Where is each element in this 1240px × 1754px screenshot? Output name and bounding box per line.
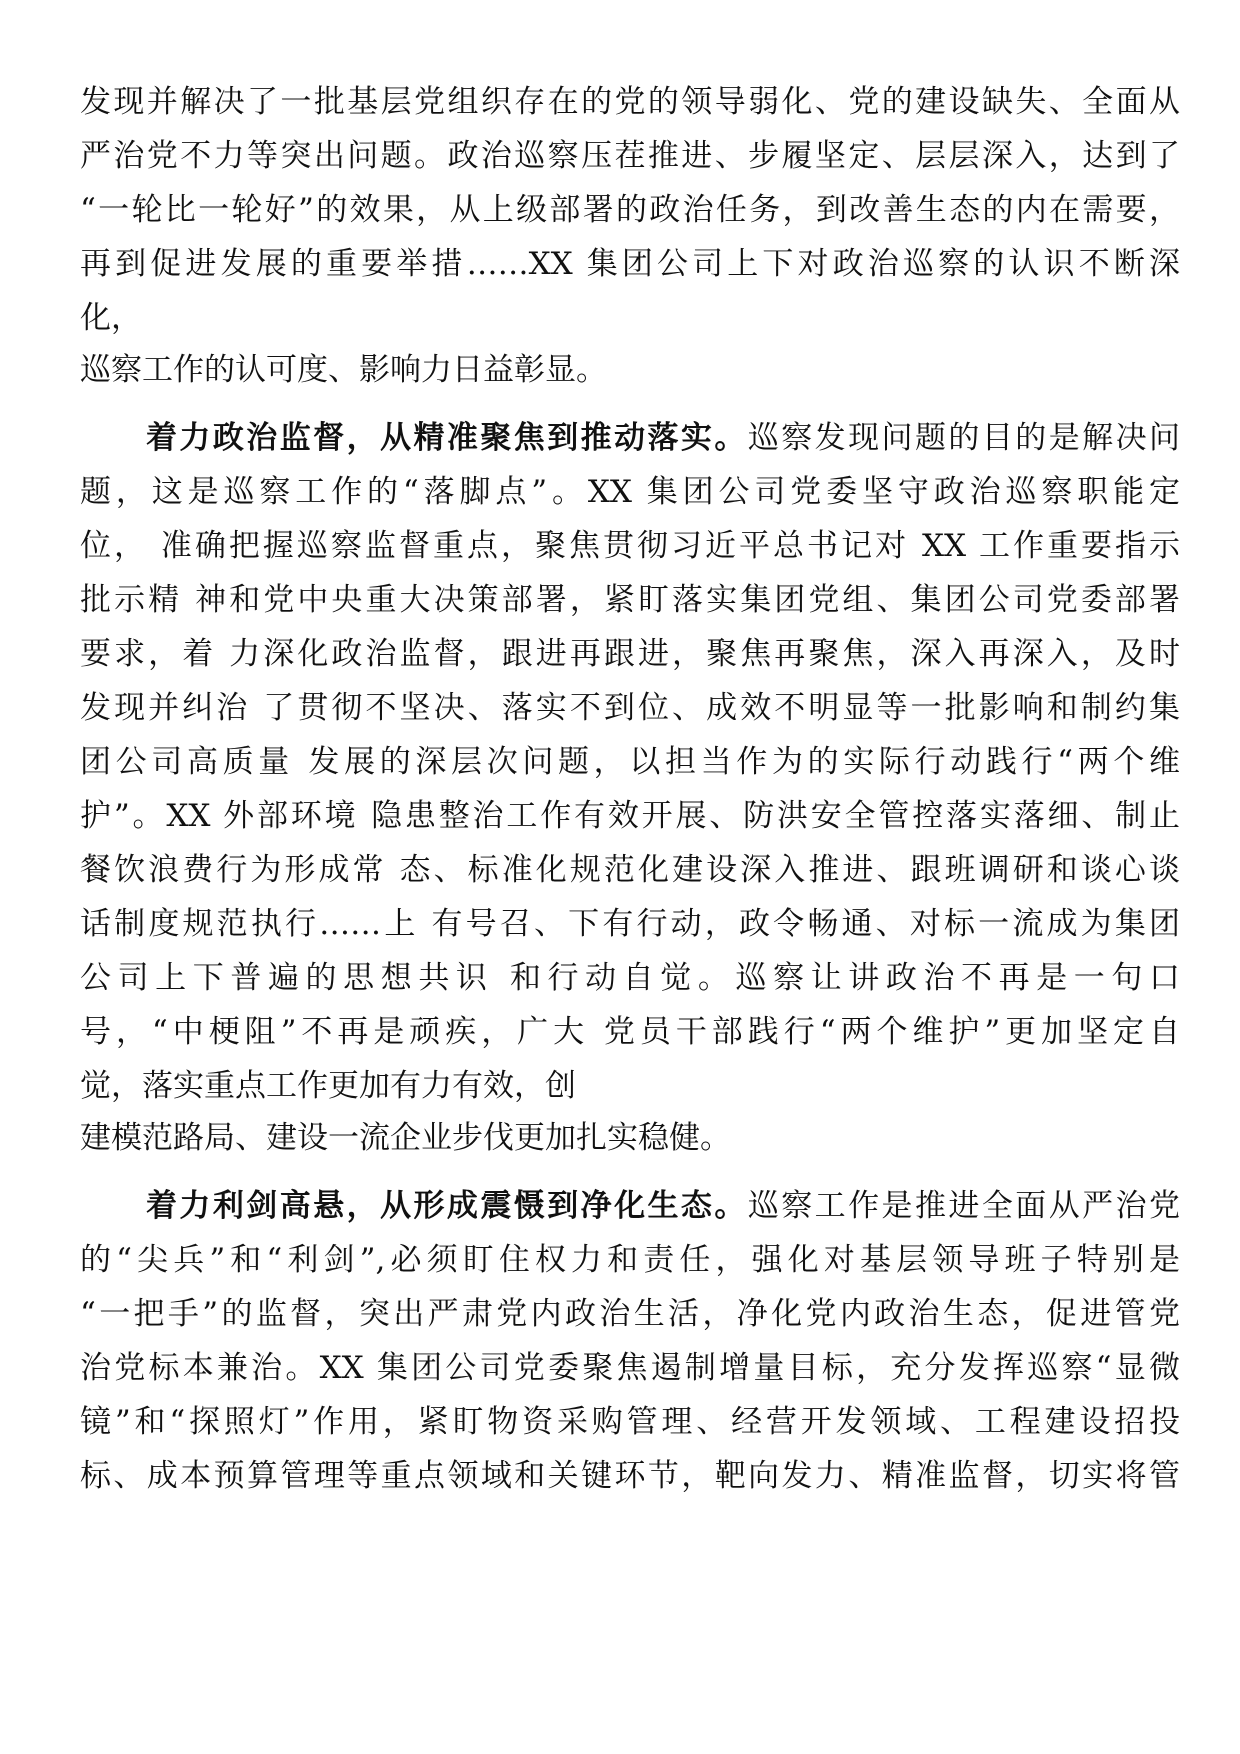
paragraph-2-line-2: 题，这是巡察工作的“落脚点”。XX 集团公司党委坚守政治巡察职能定: [80, 474, 1180, 510]
paragraph-2-line-8: 护”。XX 外部环境 隐患整治工作有效开展、防洪安全管控落实落细、制止: [80, 798, 1180, 834]
paragraph-2-line-3: 位， 准确把握巡察监督重点，聚焦贯彻习近平总书记对 XX 工作重要指示: [80, 528, 1180, 564]
paragraph-1-line-2: 严治党不力等突出问题。政治巡察压茬推进、步履坚定、层层深入，达到了: [80, 138, 1180, 174]
paragraph-3-line-4: 治党标本兼治。XX 集团公司党委聚焦遏制增量目标，充分发挥巡察“显微: [80, 1350, 1180, 1386]
paragraph-1-line-1: 发现并解决了一批基层党组织存在的党的领导弱化、党的建设缺失、全面从: [80, 84, 1180, 120]
paragraph-3-line-2: 的“尖兵”和“利剑”,必须盯住权力和责任，强化对基层领导班子特别是: [80, 1242, 1180, 1278]
paragraph-2-line-1-text: 巡察发现问题的目的是解决问: [747, 420, 1181, 456]
paragraph-2-line-12: 号，“中梗阻”不再是顽疾，广大 党员干部践行“两个维护”更加坚定自: [80, 1014, 1180, 1050]
paragraph-2-line-1: [146, 418, 1180, 458]
paragraph-2-line-7: 团公司高质量 发展的深层次问题，以担当作为的实际行动践行“两个维: [80, 744, 1180, 780]
paragraph-3-line-5: 镜”和“探照灯”作用，紧盯物资采购管理、经营开发领域、工程建设招投: [80, 1404, 1180, 1440]
paragraph-2-line-13: 觉，落实重点工作更加有力有效，创: [80, 1068, 576, 1104]
paragraph-3-line-1-text: 巡察工作是推进全面从严治党: [747, 1188, 1181, 1224]
paragraph-3-line-3: “一把手”的监督，突出严肃党内政治生活，净化党内政治生态，促进管党: [80, 1296, 1180, 1332]
paragraph-2-line-11: 公司上下普遍的思想共识 和行动自觉。巡察让讲政治不再是一句口: [80, 960, 1180, 996]
paragraph-2-line-4: 批示精 神和党中央重大决策部署，紧盯落实集团党组、集团公司党委部署: [80, 582, 1180, 618]
paragraph-2-line-9: 餐饮浪费行为形成常 态、标准化规范化建设深入推进、跟班调研和谈心谈: [80, 852, 1180, 888]
paragraph-2-line-6: 发现并纠治 了贯彻不坚决、落实不到位、成效不明显等一批影响和制约集: [80, 690, 1180, 726]
paragraph-1-line-4: 再到促进发展的重要举措……XX 集团公司上下对政治巡察的认识不断深: [80, 246, 1180, 282]
paragraph-3-line-6: 标、成本预算管理等重点领域和关键环节，靶向发力、精准监督，切实将管: [80, 1458, 1180, 1494]
paragraph-2-line-10: 话制度规范执行……上 有号召、下有行动，政令畅通、对标一流成为集团: [80, 906, 1180, 942]
paragraph-1-line-5: 化，: [80, 300, 142, 336]
paragraph-2-line-5: 要求，着 力深化政治监督，跟进再跟进，聚焦再聚焦，深入再深入，及时: [80, 636, 1180, 672]
paragraph-1-line-3: “一轮比一轮好”的效果，从上级部署的政治任务，到改善生态的内在需要，: [80, 192, 1180, 228]
paragraph-3-line-1: [146, 1186, 1180, 1226]
paragraph-2-line-14: 建模范路局、建设一流企业步伐更加扎实稳健。: [80, 1120, 731, 1156]
paragraph-3-lead: 着力利剑高悬，从形成震慑到净化生态。: [146, 1188, 748, 1224]
paragraph-1-line-6: 巡察工作的认可度、影响力日益彰显。: [80, 352, 607, 388]
paragraph-2-lead: 着力政治监督，从精准聚焦到推动落实。: [146, 420, 748, 456]
